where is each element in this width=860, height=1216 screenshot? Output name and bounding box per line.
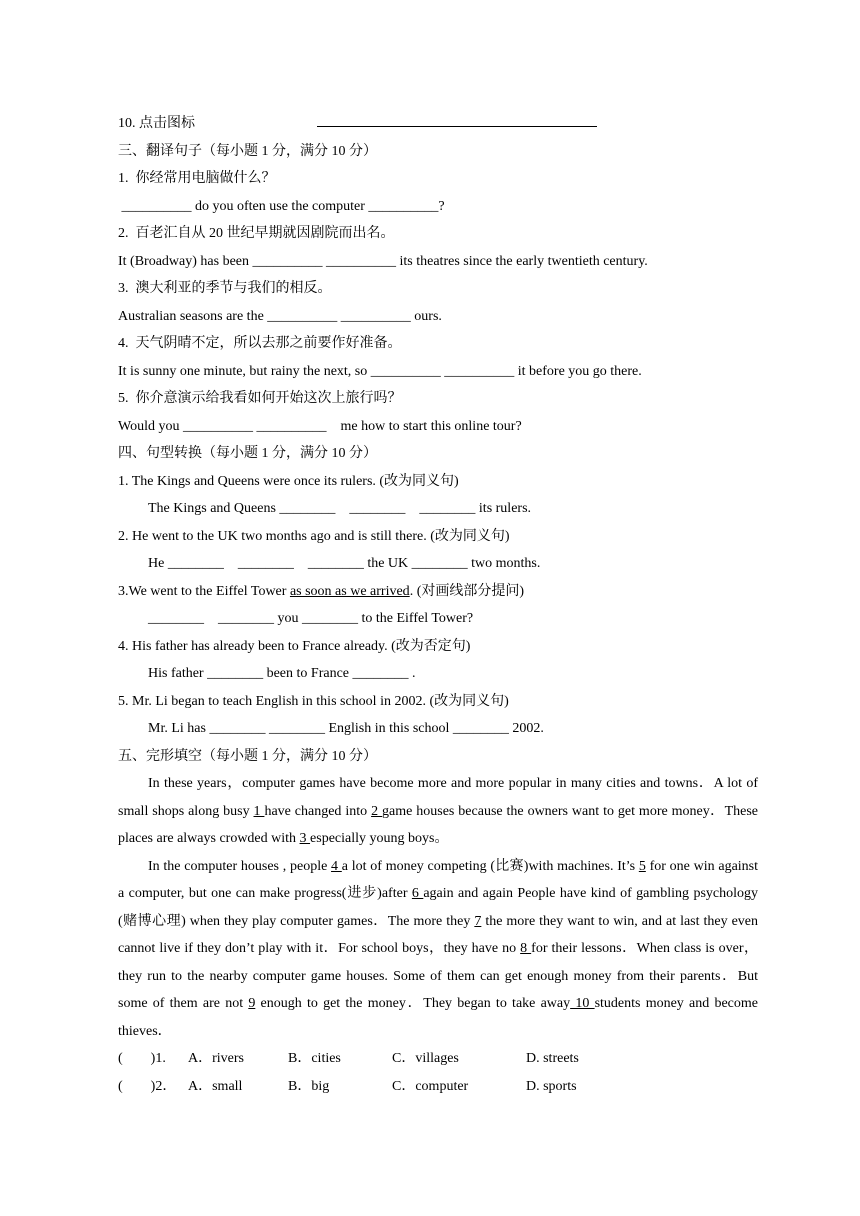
text: have changed into	[264, 803, 372, 819]
s3-q2-en: It (Broadway) has been __________ __________ its theatres since the early twentieth century.	[118, 253, 648, 269]
text: again and again People have kind of gambling psychology (赌博心理) when they play computer games．The more they	[118, 886, 758, 929]
s4-q3-underlined: as soon as we arrived	[289, 583, 410, 599]
blank-6: 6	[411, 886, 424, 901]
s4-q2: 2. He went to the UK two months ago and is still there. (改为同义句)	[118, 528, 510, 544]
option-c: C．villages	[392, 1051, 459, 1066]
s4-q4: 4. His father has already been to France already. (改为否定句)	[118, 638, 471, 654]
text: game houses because the owners want to get more money．These places are always crowded with	[118, 803, 759, 846]
option-number: ( )1.	[118, 1051, 166, 1066]
s4-a1: The Kings and Queens ________ ________ ________ its rulers.	[148, 501, 532, 516]
option-row-2	[118, 1073, 758, 1101]
question-10-label: 10. 点击图标	[118, 116, 195, 131]
section-3-heading: 三、翻译句子（每小题 1 分，满分 10 分）	[118, 143, 377, 159]
blank-4: 4	[331, 858, 342, 874]
s3-q4-en: It is sunny one minute, but rainy the next, so __________ __________ it before you go there.	[118, 363, 642, 379]
s4-a2: He ________ ________ ________ the UK ________ two months.	[148, 556, 541, 571]
text: for one win against a computer, but one can make progress(进步)after	[118, 858, 759, 901]
blank-9: 9	[248, 996, 256, 1011]
s4-q3-pre: 3.We went to the Eiffel Tower	[118, 583, 290, 599]
s3-q2-cn: 2. 百老汇自从 20 世纪早期就因剧院而出名。	[118, 226, 395, 241]
answer-line	[317, 114, 597, 127]
s4-a5: Mr. Li has ________ ________ English in this school ________ 2002.	[148, 721, 544, 736]
text: for their lessons．When class is over，they run to the nearby computer game houses. Some of them can get enough money from their parents．But some of them are not	[118, 941, 758, 1011]
text: In these years，computer games have become more and more popular in many cities and towns．A lot of small shops along busy	[118, 776, 758, 819]
blank-1: 1	[253, 803, 265, 819]
section-5-heading: 五、完形填空（每小题 1 分，满分 10 分）	[118, 748, 377, 764]
document-page	[118, 110, 758, 1100]
text: especially young boys。	[310, 831, 449, 846]
s4-q1: 1. The Kings and Queens were once its rulers. (改为同义句)	[118, 473, 459, 489]
text: students money and become thieves．	[118, 996, 759, 1039]
blank-7: 7	[474, 913, 482, 929]
option-a: A．rivers	[188, 1051, 244, 1066]
blank-3: 3	[299, 831, 311, 846]
s4-q3	[118, 578, 758, 606]
option-d: D. sports	[526, 1078, 577, 1094]
cloze-paragraph-1	[118, 770, 758, 853]
option-d: D. streets	[526, 1051, 579, 1066]
s4-a4: His father ________ been to France ________ .	[148, 666, 416, 681]
s3-q1-cn: 1. 你经常用电脑做什么？	[118, 171, 276, 186]
s3-q1-en: __________ do you often use the computer __________?	[118, 198, 445, 214]
s4-q5: 5. Mr. Li began to teach English in this school in 2002. (改为同义句)	[118, 693, 509, 709]
option-c: C．computer	[392, 1078, 469, 1094]
question-10	[118, 110, 758, 138]
option-b: B．cities	[288, 1051, 341, 1066]
text: the more they want to win, and at last they even cannot live if they don’t play with it．For school boys，they have no	[118, 913, 758, 956]
s3-q3-en: Australian seasons are the __________ __________ ours.	[118, 308, 442, 324]
s3-q5-en: Would you __________ __________ me how to start this online tour?	[118, 418, 522, 434]
s3-q5-cn: 5. 你介意演示给我看如何开始这次上旅行吗？	[118, 391, 402, 406]
s4-a3: ________ ________ you ________ to the Eiffel Tower?	[148, 611, 474, 626]
blank-2: 2	[371, 803, 383, 819]
blank-10: 10	[570, 996, 595, 1011]
text: In the computer houses , people	[148, 858, 332, 874]
s3-q3-cn: 3. 澳大利亚的季节与我们的相反。	[118, 281, 332, 296]
cloze-paragraph-2	[118, 853, 758, 1046]
text: a lot of money competing (比赛)with machines. It’s	[341, 858, 639, 874]
option-a: A．small	[188, 1078, 243, 1094]
option-b: B．big	[288, 1078, 330, 1094]
text: enough to get the money．They began to take away	[255, 996, 571, 1011]
s4-q3-post: . (对画线部分提问)	[409, 583, 525, 599]
section-4-heading: 四、句型转换（每小题 1 分，满分 10 分）	[118, 446, 377, 461]
option-number: ( )2．	[118, 1078, 177, 1094]
s3-q4-cn: 4. 天气阴晴不定，所以去那之前要作好准备。	[118, 336, 402, 351]
blank-5: 5	[638, 858, 646, 874]
blank-8: 8	[520, 941, 532, 956]
option-row-1	[118, 1045, 758, 1073]
